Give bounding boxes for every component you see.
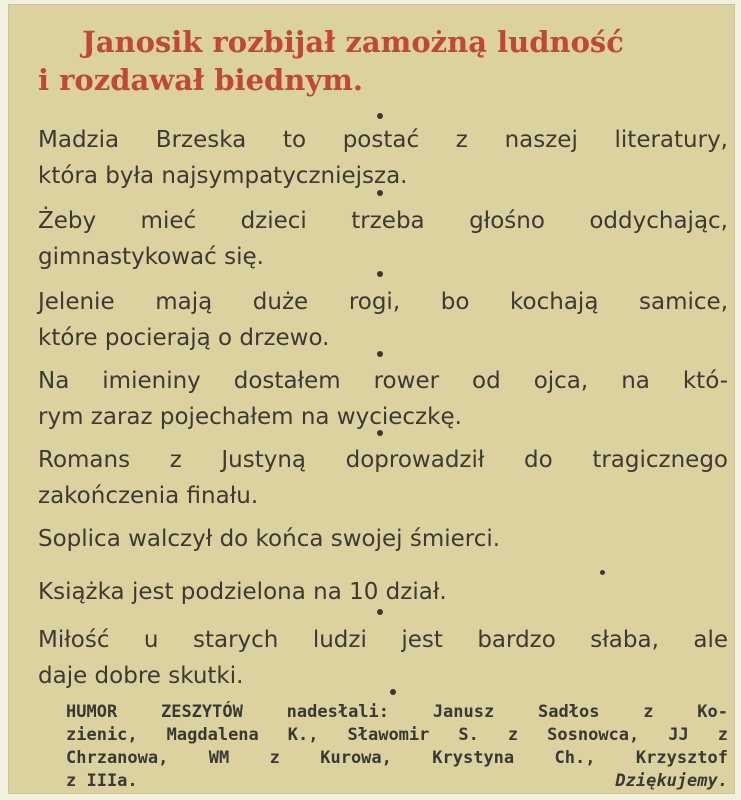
quote-soplica: Soplica walczył do końca swojej śmierci.	[38, 526, 501, 552]
separator-dot	[377, 113, 383, 119]
credits-last-line	[66, 770, 728, 793]
headline-line-2: i rozdawał biednym.	[38, 63, 364, 97]
headline-line-1: Janosik rozbijał zamożną ludność	[82, 25, 624, 59]
quote-dzieci: Żeby mieć dzieci trzeba głośno oddychając, gimnastykować się.	[38, 208, 728, 270]
credits-line: HUMOR ZESZYTÓW nadesłali: Janusz Sadłos z Ko-	[66, 702, 728, 722]
separator-dot	[377, 190, 383, 196]
separator-dot	[377, 609, 383, 615]
credits-class: z IIIa.	[66, 771, 138, 791]
separator-dot	[377, 271, 383, 277]
credits	[66, 701, 728, 793]
separator-dot	[377, 351, 383, 357]
quote-milosc: Miłość u starych ludzi jest bardzo słaba, ale daje dobre skutki.	[38, 627, 728, 689]
quote-madzia: Madzia Brzeska to postać z naszej literatury, która była najsympatyczniejsza.	[38, 127, 728, 189]
quote-ksiazka: Książka jest podzielona na 10 dział.	[38, 579, 447, 605]
quote-jelenie: Jelenie mają duże rogi, bo kochają samice, które pocierają o drzewo.	[38, 289, 728, 351]
credits-line: Chrzanowa, WM z Kurowa, Krystyna Ch., Krzysztof	[66, 748, 728, 768]
credits-thanks: Dziękujemy.	[615, 771, 728, 791]
quote-rower: Na imieniny dostałem rower od ojca, na któ- rym zaraz pojechałem na wycieczkę.	[38, 368, 728, 430]
separator-dot	[390, 689, 396, 695]
credits-line: zienic, Magdalena K., Sławomir S. z Sosnowca, JJ z	[66, 725, 728, 745]
separator-dot	[377, 430, 383, 436]
newspaper-clipping	[8, 4, 735, 794]
quote-romans: Romans z Justyną doprowadził do tragicznego zakończenia finału.	[38, 447, 728, 509]
